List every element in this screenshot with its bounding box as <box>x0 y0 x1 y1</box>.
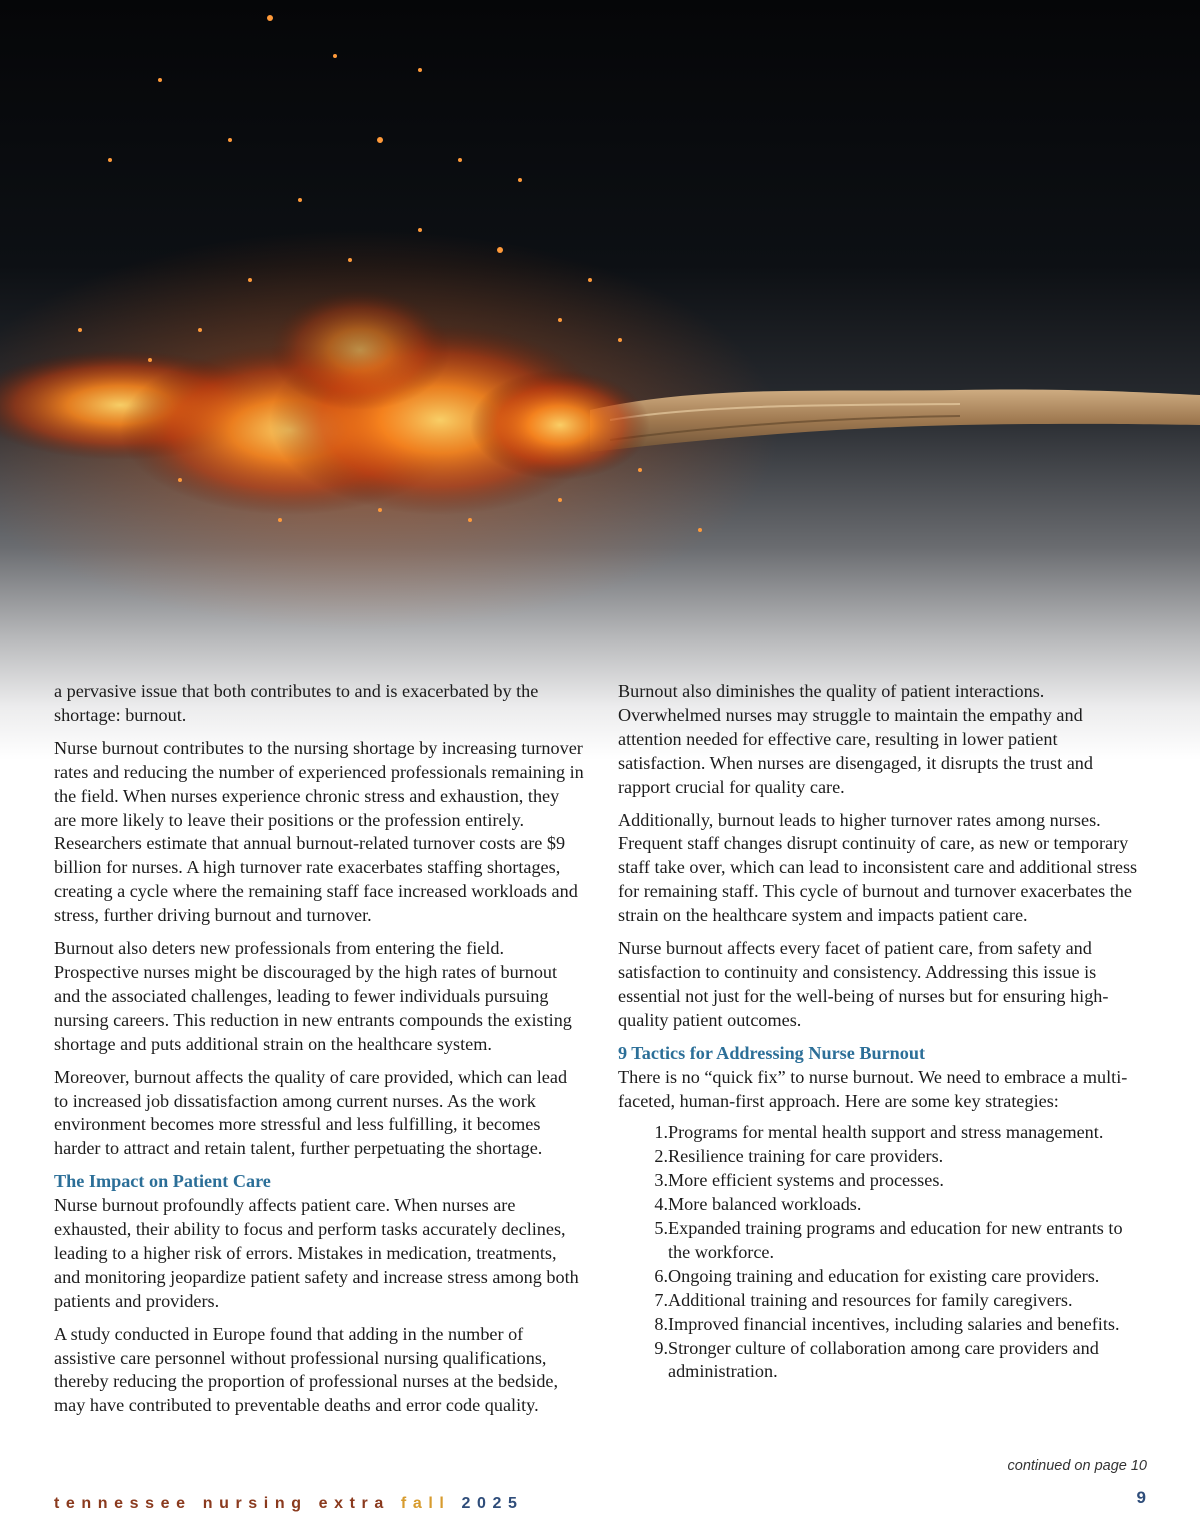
paragraph: Burnout also deters new professionals from entering the field. Prospective nurses might be discouraged by the high rates of burnout and the associated challenges, leading to fewer individuals pursuing nursing careers. This reduction in new entrants compounds the existing shortage and puts additional strain on the healthcare system. <box>54 938 572 1054</box>
list-item: 3. More efficient systems and processes. <box>654 1170 944 1191</box>
section-heading: 9 Tactics for Addressing Nurse Burnout <box>618 1042 926 1063</box>
paragraph: Burnout also diminishes the quality of patient interactions. Overwhelmed nurses may struggle to maintain the empathy and attention needed for effective care, resulting in lower patient satisfaction. When nurses are disengaged, it disrupts the trust and rapport crucial for quality care. <box>618 681 1093 797</box>
list-item: 9. Stronger culture of collaboration among care providers and administration. <box>654 1337 1099 1382</box>
paragraph: A study conducted in Europe found that adding in the number of assistive care personnel without professional nursing qualifications, thereby reducing the proportion of professional nurses at the bedside, may have contributed to preventable deaths and error code quality. <box>54 1323 559 1416</box>
list-item: 2. Resilience training for care providers. <box>654 1146 944 1167</box>
paragraph: Additionally, burnout leads to higher turnover rates among nurses. Frequent staff changes disrupt continuity of care, as new or temporary staff take over, which can lead to inconsistent care and additional stress for remaining staff. This cycle of burnout and turnover exacerbates the strain on the healthcare system and impacts patient care. <box>618 809 1138 926</box>
footer-season: fall <box>400 1495 451 1512</box>
page-number: 9 <box>1136 1488 1146 1507</box>
paragraph: There is no “quick fix” to nurse burnout. We need to embrace a multi-faceted, human-first approach. Here are some key strategies: <box>618 1066 1128 1111</box>
strategy-list <box>618 1121 1144 1384</box>
paragraph: Nurse burnout profoundly affects patient care. When nurses are exhausted, their ability to focus and perform tasks accurately declines, leading to a higher risk of errors. Mistakes in medication, treatments, and monitoring jeopardize patient safety and increase stress among both patients and providers. <box>54 1195 579 1311</box>
list-item: 6. Ongoing training and education for existing care providers. <box>654 1265 1100 1286</box>
left-column <box>54 680 584 1427</box>
footer-publication <box>54 1495 524 1513</box>
list-item: 8. Improved financial incentives, including salaries and benefits. <box>654 1313 1120 1334</box>
section-heading: The Impact on Patient Care <box>54 1171 271 1192</box>
list-item: 1. Programs for mental health support and stress management. <box>654 1122 1104 1143</box>
paragraph: Nurse burnout affects every facet of patient care, from safety and satisfaction to continuity and consistency. Addressing this issue is essential not just for the well-being of nurses but for ensuring high-quality patient outcomes. <box>618 938 1109 1030</box>
paragraph: a pervasive issue that both contributes to and is exacerbated by the shortage: burnout. <box>54 681 539 725</box>
right-column <box>618 680 1144 1384</box>
burning-rope-image <box>0 0 1200 760</box>
paragraph: Moreover, burnout affects the quality of care provided, which can lead to increased job dissatisfaction among current nurses. As the work environment becomes more stressful and less fulfilling, it becomes harder to attract and retain talent, further perpetuating the shortage. <box>54 1066 568 1159</box>
list-item: 5. Expanded training programs and education for new entrants to the workforce. <box>654 1218 1123 1262</box>
list-item: 7. Additional training and resources for family caregivers. <box>654 1289 1073 1310</box>
list-item: 4. More balanced workloads. <box>654 1194 862 1215</box>
footer-title: tennessee nursing extra <box>54 1495 390 1512</box>
footer-year: 2025 <box>461 1495 524 1512</box>
paragraph: Nurse burnout contributes to the nursing shortage by increasing turnover rates and reducing the number of experienced professionals remaining in the field. When nurses experience chronic stress and exhaustion, they are more likely to leave their positions or the profession entirely. Researchers estimate that annual burnout-related turnover costs are $9 billion for nurses. A high turnover rate exacerbates staffing shortages, creating a cycle where the remaining staff face increased workloads and stress, further driving burnout and turnover. <box>54 737 584 926</box>
continued-note: continued on page 10 <box>1007 1458 1147 1474</box>
